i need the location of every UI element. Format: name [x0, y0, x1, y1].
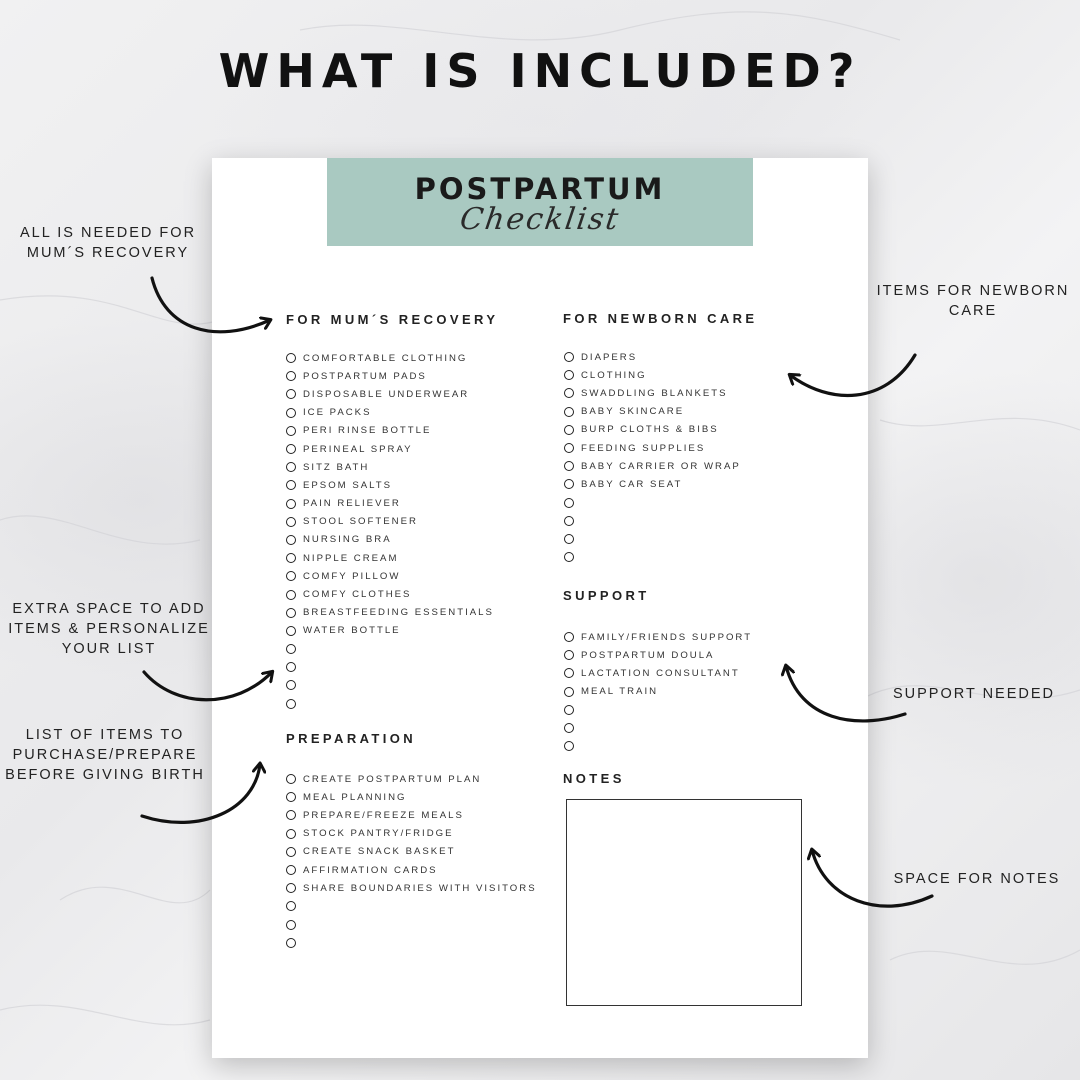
- checklist-item[interactable]: [564, 737, 752, 755]
- checkbox-circle-icon[interactable]: [286, 480, 296, 490]
- checklist-item-label: ICE PACKS: [303, 407, 372, 419]
- checklist-item[interactable]: [286, 622, 494, 640]
- annotation-extra-space: [0, 599, 218, 659]
- checklist-item[interactable]: [564, 421, 741, 439]
- checklist-item[interactable]: [286, 934, 537, 952]
- checklist-item[interactable]: [286, 585, 494, 603]
- checklist-item[interactable]: [564, 439, 741, 457]
- checklist-item[interactable]: [286, 604, 494, 622]
- checkbox-circle-icon[interactable]: [564, 632, 574, 642]
- checklist-item-label: PREPARE/FREEZE MEALS: [303, 809, 464, 821]
- checkbox-circle-icon[interactable]: [286, 590, 296, 600]
- checklist-item-label: NIPPLE CREAM: [303, 552, 399, 564]
- checklist-item[interactable]: [564, 530, 741, 548]
- checkbox-circle-icon[interactable]: [564, 461, 574, 471]
- checklist-item[interactable]: [286, 658, 494, 676]
- annotation-line: BEFORE GIVING BIRTH: [5, 767, 205, 783]
- list-mum-recovery: [286, 349, 494, 713]
- checkbox-circle-icon[interactable]: [564, 650, 574, 660]
- section-title-preparation: PREPARATION: [286, 731, 417, 746]
- checklist-item[interactable]: [564, 366, 741, 384]
- annotation-preparation: [0, 725, 210, 785]
- checklist-item-label: COMFY CLOTHES: [303, 589, 412, 601]
- checklist-item[interactable]: [564, 494, 741, 512]
- checklist-item[interactable]: [286, 879, 537, 897]
- checklist-item-label: FAMILY/FRIENDS SUPPORT: [581, 631, 753, 643]
- checkbox-circle-icon[interactable]: [286, 920, 296, 930]
- annotation-line: SPACE FOR NOTES: [893, 871, 1061, 887]
- checklist-item[interactable]: [286, 861, 537, 879]
- checkbox-circle-icon[interactable]: [286, 371, 296, 381]
- checklist-item[interactable]: [286, 440, 494, 458]
- title-banner: [327, 158, 753, 246]
- checklist-item-label: AFFIRMATION CARDS: [303, 864, 438, 876]
- checkbox-circle-icon[interactable]: [286, 699, 296, 709]
- checklist-item-label: MEAL TRAIN: [581, 686, 659, 698]
- checkbox-circle-icon[interactable]: [286, 662, 296, 672]
- annotation-line: YOUR LIST: [61, 641, 157, 657]
- checkbox-circle-icon[interactable]: [564, 407, 574, 417]
- checkbox-circle-icon[interactable]: [286, 883, 296, 893]
- checklist-item[interactable]: [286, 404, 494, 422]
- checklist-item[interactable]: [286, 476, 494, 494]
- banner-script: Checklist: [457, 202, 623, 237]
- checklist-item-label: BABY CAR SEAT: [581, 478, 683, 490]
- page-heading: WHAT IS INCLUDED?: [218, 44, 862, 98]
- checkbox-circle-icon[interactable]: [286, 626, 296, 636]
- annotation-line: PURCHASE/PREPARE: [12, 747, 198, 763]
- checklist-item[interactable]: [286, 495, 494, 513]
- checklist-item[interactable]: [564, 475, 741, 493]
- checkbox-circle-icon[interactable]: [286, 426, 296, 436]
- checklist-item-label: BABY CARRIER OR WRAP: [581, 460, 741, 472]
- checklist-item[interactable]: [564, 628, 752, 646]
- checklist-item[interactable]: [286, 513, 494, 531]
- checklist-item-label: WATER BOTTLE: [303, 625, 401, 637]
- checkbox-circle-icon[interactable]: [286, 774, 296, 784]
- checklist-item[interactable]: [286, 825, 537, 843]
- checklist-item[interactable]: [286, 640, 494, 658]
- annotation-support: [880, 684, 1068, 704]
- checkbox-circle-icon[interactable]: [286, 938, 296, 948]
- checkbox-circle-icon[interactable]: [286, 901, 296, 911]
- checkbox-circle-icon[interactable]: [286, 792, 296, 802]
- annotation-line: ITEMS & PERSONALIZE: [8, 621, 210, 637]
- checklist-item[interactable]: [286, 422, 494, 440]
- section-title-mum-recovery: FOR MUM´S RECOVERY: [286, 312, 499, 327]
- checklist-item[interactable]: [286, 770, 537, 788]
- checklist-item-label: COMFORTABLE CLOTHING: [303, 352, 468, 364]
- checklist-item-label: FEEDING SUPPLIES: [581, 442, 706, 454]
- checkbox-circle-icon[interactable]: [564, 534, 574, 544]
- annotation-line: SUPPORT NEEDED: [892, 686, 1056, 702]
- checkbox-circle-icon[interactable]: [564, 687, 574, 697]
- checkbox-circle-icon[interactable]: [564, 370, 574, 380]
- banner-title: POSTPARTUM: [414, 172, 666, 206]
- checklist-item-label: DISPOSABLE UNDERWEAR: [303, 388, 470, 400]
- annotation-line: ALL IS NEEDED FOR: [19, 225, 197, 241]
- checklist-item[interactable]: [286, 788, 537, 806]
- list-newborn-care: [564, 348, 741, 566]
- notes-box[interactable]: [566, 799, 802, 1006]
- checklist-item[interactable]: [564, 384, 741, 402]
- checkbox-circle-icon[interactable]: [564, 723, 574, 733]
- checklist-item-label: SITZ BATH: [303, 461, 370, 473]
- annotation-mum-recovery: [8, 223, 208, 263]
- checklist-item-label: CREATE SNACK BASKET: [303, 846, 456, 858]
- checklist-item[interactable]: [286, 695, 494, 713]
- checkbox-circle-icon[interactable]: [286, 571, 296, 581]
- checklist-item-label: LACTATION CONSULTANT: [581, 667, 740, 679]
- section-title-notes: NOTES: [563, 771, 625, 786]
- checklist-item[interactable]: [564, 683, 752, 701]
- checklist-item[interactable]: [286, 349, 494, 367]
- checklist-item[interactable]: [286, 385, 494, 403]
- checkbox-circle-icon[interactable]: [286, 847, 296, 857]
- checkbox-circle-icon[interactable]: [286, 353, 296, 363]
- section-title-support: SUPPORT: [563, 588, 650, 603]
- checklist-item[interactable]: [286, 367, 494, 385]
- annotation-line: CARE: [948, 303, 998, 319]
- checkbox-circle-icon[interactable]: [286, 865, 296, 875]
- checklist-item-label: BABY SKINCARE: [581, 406, 685, 418]
- checklist-item-label: CLOTHING: [581, 369, 647, 381]
- checkbox-circle-icon[interactable]: [286, 444, 296, 454]
- checklist-item[interactable]: [564, 664, 752, 682]
- annotation-line: EXTRA SPACE TO ADD: [12, 601, 206, 617]
- checkbox-circle-icon[interactable]: [286, 553, 296, 563]
- checkbox-circle-icon[interactable]: [564, 425, 574, 435]
- annotation-line: MUM´S RECOVERY: [26, 245, 190, 261]
- checklist-item-label: SWADDLING BLANKETS: [581, 387, 728, 399]
- annotation-notes: [880, 869, 1074, 889]
- checklist-item[interactable]: [286, 567, 494, 585]
- checklist-item-label: NURSING BRA: [303, 534, 392, 546]
- checkbox-circle-icon[interactable]: [286, 408, 296, 418]
- checkbox-circle-icon[interactable]: [286, 389, 296, 399]
- checkbox-circle-icon[interactable]: [286, 680, 296, 690]
- checklist-item-label: MEAL PLANNING: [303, 791, 407, 803]
- checklist-item-label: STOCK PANTRY/FRIDGE: [303, 828, 454, 840]
- checklist-item[interactable]: [286, 531, 494, 549]
- checkbox-circle-icon[interactable]: [564, 388, 574, 398]
- checkbox-circle-icon[interactable]: [286, 517, 296, 527]
- checkbox-circle-icon[interactable]: [564, 352, 574, 362]
- checklist-item[interactable]: [286, 916, 537, 934]
- checklist-item[interactable]: [286, 897, 537, 915]
- checklist-item[interactable]: [564, 403, 741, 421]
- list-preparation: [286, 770, 537, 952]
- checklist-sheet: [212, 158, 868, 1058]
- checklist-item[interactable]: [564, 646, 752, 664]
- checkbox-circle-icon[interactable]: [564, 741, 574, 751]
- checklist-item-label: STOOL SOFTENER: [303, 516, 418, 528]
- checklist-item-label: SHARE BOUNDARIES WITH VISITORS: [303, 882, 537, 894]
- checklist-item[interactable]: [564, 548, 741, 566]
- checklist-item-label: POSTPARTUM PADS: [303, 370, 427, 382]
- checklist-item-label: DIAPERS: [581, 351, 638, 363]
- checkbox-circle-icon[interactable]: [286, 829, 296, 839]
- checkbox-circle-icon[interactable]: [286, 810, 296, 820]
- checklist-item[interactable]: [564, 457, 741, 475]
- checkbox-circle-icon[interactable]: [564, 498, 574, 508]
- list-support: [564, 628, 752, 755]
- checklist-item-label: POSTPARTUM DOULA: [581, 649, 715, 661]
- checklist-item-label: BREASTFEEDING ESSENTIALS: [303, 607, 494, 619]
- section-title-newborn-care: FOR NEWBORN CARE: [563, 311, 758, 326]
- checkbox-circle-icon[interactable]: [286, 462, 296, 472]
- checklist-item[interactable]: [286, 676, 494, 694]
- checkbox-circle-icon[interactable]: [564, 705, 574, 715]
- checklist-item-label: CREATE POSTPARTUM PLAN: [303, 773, 482, 785]
- checklist-item-label: PAIN RELIEVER: [303, 498, 401, 510]
- checkbox-circle-icon[interactable]: [286, 644, 296, 654]
- checklist-item[interactable]: [564, 701, 752, 719]
- checklist-item[interactable]: [286, 806, 537, 824]
- checklist-item[interactable]: [564, 348, 741, 366]
- checklist-item-label: EPSOM SALTS: [303, 479, 392, 491]
- checklist-item-label: BURP CLOTHS & BIBS: [581, 424, 719, 436]
- checklist-item[interactable]: [286, 843, 537, 861]
- checkbox-circle-icon[interactable]: [564, 479, 574, 489]
- checkbox-circle-icon[interactable]: [564, 552, 574, 562]
- checkbox-circle-icon[interactable]: [564, 668, 574, 678]
- checkbox-circle-icon[interactable]: [564, 516, 574, 526]
- annotation-line: LIST OF ITEMS TO: [25, 727, 185, 743]
- checklist-item[interactable]: [286, 549, 494, 567]
- checklist-item[interactable]: [564, 719, 752, 737]
- checklist-item-label: COMFY PILLOW: [303, 570, 401, 582]
- checkbox-circle-icon[interactable]: [286, 499, 296, 509]
- checklist-item-label: PERINEAL SPRAY: [303, 443, 413, 455]
- checkbox-circle-icon[interactable]: [286, 608, 296, 618]
- annotation-newborn: [866, 281, 1080, 321]
- checklist-item[interactable]: [286, 458, 494, 476]
- checklist-item[interactable]: [564, 512, 741, 530]
- checkbox-circle-icon[interactable]: [564, 443, 574, 453]
- checklist-item-label: PERI RINSE BOTTLE: [303, 425, 432, 437]
- annotation-line: ITEMS FOR NEWBORN: [876, 283, 1070, 299]
- checkbox-circle-icon[interactable]: [286, 535, 296, 545]
